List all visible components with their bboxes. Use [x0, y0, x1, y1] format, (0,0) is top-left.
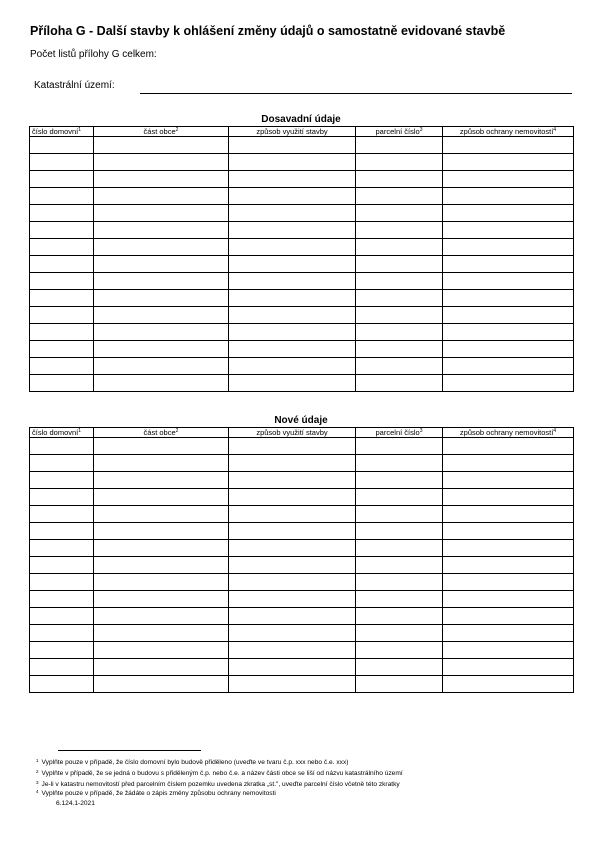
- table-cell[interactable]: [356, 574, 443, 591]
- table-cell[interactable]: [229, 358, 356, 375]
- table-cell[interactable]: [356, 557, 443, 574]
- table-row: [30, 324, 574, 341]
- table-cell[interactable]: [94, 472, 229, 489]
- table-cell[interactable]: [356, 438, 443, 455]
- table-cell[interactable]: [443, 523, 574, 540]
- table-cell[interactable]: [94, 455, 229, 472]
- table-cell[interactable]: [443, 455, 574, 472]
- column-header: parcelní číslo$^3$: [356, 127, 443, 137]
- table-cell[interactable]: [30, 358, 94, 375]
- table-cell[interactable]: [443, 290, 574, 307]
- column-header: číslo domovní$^1$: [30, 428, 94, 438]
- table-cell[interactable]: [30, 574, 94, 591]
- table-cell[interactable]: [356, 358, 443, 375]
- table-cell[interactable]: [30, 154, 94, 171]
- table-cell[interactable]: [30, 205, 94, 222]
- table-cell[interactable]: [443, 472, 574, 489]
- table-cell[interactable]: [30, 239, 94, 256]
- table-cell[interactable]: [356, 659, 443, 676]
- table-cell[interactable]: [94, 239, 229, 256]
- column-header: část obce$^2$: [94, 428, 229, 438]
- table-cell[interactable]: [443, 557, 574, 574]
- table-cell[interactable]: [94, 307, 229, 324]
- table-cell[interactable]: [30, 438, 94, 455]
- table-cell[interactable]: [94, 557, 229, 574]
- table-cell[interactable]: [229, 642, 356, 659]
- section-title-previous: Dosavadní údaje: [261, 114, 341, 125]
- footnote-4: $^4$ Vyplňte pouze v případě, že žádáte o zápis změny způsobu ochrany nemovitosti: [36, 789, 276, 797]
- table-cell[interactable]: [229, 608, 356, 625]
- page-title: Příloha G - Další stavby k ohlášení změny údajů o samostatně evidované stavbě: [30, 24, 506, 38]
- table-cell[interactable]: [356, 307, 443, 324]
- table-row: [30, 222, 574, 239]
- table-row: [30, 489, 574, 506]
- table-cell[interactable]: [229, 676, 356, 693]
- table-cell[interactable]: [356, 455, 443, 472]
- table-cell[interactable]: [443, 438, 574, 455]
- table-cell[interactable]: [443, 239, 574, 256]
- table-cell[interactable]: [443, 324, 574, 341]
- table-cell[interactable]: [94, 171, 229, 188]
- table-row: [30, 171, 574, 188]
- table-cell[interactable]: [94, 506, 229, 523]
- table-cell[interactable]: [30, 188, 94, 205]
- table-cell[interactable]: [443, 540, 574, 557]
- table-cell[interactable]: [356, 676, 443, 693]
- table-cell[interactable]: [94, 137, 229, 154]
- table-cell[interactable]: [443, 659, 574, 676]
- table-row: [30, 523, 574, 540]
- table-cell[interactable]: [356, 523, 443, 540]
- table-cell[interactable]: [94, 540, 229, 557]
- table-cell[interactable]: [30, 540, 94, 557]
- table-row: [30, 506, 574, 523]
- table-cell[interactable]: [229, 137, 356, 154]
- table-cell[interactable]: [356, 625, 443, 642]
- table-row: [30, 205, 574, 222]
- table-row: [30, 574, 574, 591]
- table-cell[interactable]: [443, 676, 574, 693]
- table-cell[interactable]: [356, 239, 443, 256]
- table-cell[interactable]: [229, 455, 356, 472]
- table-cell[interactable]: [94, 489, 229, 506]
- table-cell[interactable]: [443, 273, 574, 290]
- table-previous-data: [29, 126, 574, 392]
- table-cell[interactable]: [30, 324, 94, 341]
- table-cell[interactable]: [229, 256, 356, 273]
- table-row: [30, 438, 574, 455]
- table-cell[interactable]: [356, 205, 443, 222]
- table-cell[interactable]: [94, 290, 229, 307]
- table-row: [30, 188, 574, 205]
- table-cell[interactable]: [94, 608, 229, 625]
- table-cell[interactable]: [356, 642, 443, 659]
- table-cell[interactable]: [443, 358, 574, 375]
- table-cell[interactable]: [229, 574, 356, 591]
- column-header: číslo domovní$^1$: [30, 127, 94, 137]
- table-cell[interactable]: [94, 341, 229, 358]
- table-cell[interactable]: [356, 171, 443, 188]
- table-cell[interactable]: [94, 375, 229, 392]
- table-row: [30, 455, 574, 472]
- table-cell[interactable]: [229, 438, 356, 455]
- table-row: [30, 154, 574, 171]
- table-cell[interactable]: [30, 256, 94, 273]
- table-row: [30, 625, 574, 642]
- table-cell[interactable]: [94, 574, 229, 591]
- table-cell[interactable]: [229, 205, 356, 222]
- table-cell[interactable]: [443, 506, 574, 523]
- table-cell[interactable]: [30, 375, 94, 392]
- table-cell[interactable]: [30, 506, 94, 523]
- table-cell[interactable]: [229, 472, 356, 489]
- table-row: [30, 239, 574, 256]
- table-cell[interactable]: [30, 455, 94, 472]
- table-cell[interactable]: [229, 489, 356, 506]
- table-cell[interactable]: [443, 137, 574, 154]
- table-cell[interactable]: [94, 358, 229, 375]
- table-cell[interactable]: [356, 375, 443, 392]
- table-cell[interactable]: [30, 137, 94, 154]
- table-cell[interactable]: [30, 307, 94, 324]
- table-row: [30, 256, 574, 273]
- table-row: [30, 307, 574, 324]
- table-cell[interactable]: [356, 506, 443, 523]
- table-cell[interactable]: [94, 324, 229, 341]
- table-cell[interactable]: [229, 273, 356, 290]
- table-cell[interactable]: [443, 625, 574, 642]
- cadastral-label: Katastrální území:: [34, 80, 115, 91]
- table-row: [30, 608, 574, 625]
- table-cell[interactable]: [443, 205, 574, 222]
- table-cell[interactable]: [229, 154, 356, 171]
- table-cell[interactable]: [94, 659, 229, 676]
- table-cell[interactable]: [443, 591, 574, 608]
- table-cell[interactable]: [94, 205, 229, 222]
- table-cell[interactable]: [94, 154, 229, 171]
- table-cell[interactable]: [30, 591, 94, 608]
- table-row: [30, 557, 574, 574]
- table-row: [30, 290, 574, 307]
- table-cell[interactable]: [229, 523, 356, 540]
- table-row: [30, 375, 574, 392]
- table-header-row: [30, 428, 574, 438]
- table-cell[interactable]: [229, 341, 356, 358]
- table-cell[interactable]: [443, 341, 574, 358]
- table-cell[interactable]: [30, 273, 94, 290]
- table-cell[interactable]: [356, 273, 443, 290]
- table-cell[interactable]: [229, 591, 356, 608]
- table-cell[interactable]: [30, 625, 94, 642]
- table-cell[interactable]: [443, 171, 574, 188]
- table-cell[interactable]: [229, 290, 356, 307]
- footnote-2: $^2$ Vyplňte v případě, že se jedná o budovu s přiděleným č.p. nebo č.e. a název části obce se liší od názvu katastrálního území: [36, 769, 403, 777]
- table-cell[interactable]: [229, 375, 356, 392]
- table-cell[interactable]: [229, 557, 356, 574]
- footnote-1: $^1$ Vyplňte pouze v případě, že číslo domovní bylo budově přiděleno (uveďte ve tvaru č.p. xxx nebo č.e. xxx): [36, 758, 349, 766]
- table-cell[interactable]: [30, 472, 94, 489]
- table-cell[interactable]: [443, 154, 574, 171]
- table-cell[interactable]: [443, 188, 574, 205]
- footnotes: [36, 757, 403, 798]
- table-cell[interactable]: [94, 591, 229, 608]
- table-cell[interactable]: [94, 642, 229, 659]
- table-cell[interactable]: [229, 540, 356, 557]
- table-row: [30, 676, 574, 693]
- table-row: [30, 358, 574, 375]
- table-cell[interactable]: [30, 341, 94, 358]
- column-header: způsob ochrany nemovitostí$^4$: [443, 127, 574, 137]
- table-cell[interactable]: [229, 506, 356, 523]
- table-row: [30, 642, 574, 659]
- table-cell[interactable]: [229, 659, 356, 676]
- table-cell[interactable]: [356, 472, 443, 489]
- column-header: parcelní číslo$^3$: [356, 428, 443, 438]
- table-cell[interactable]: [30, 222, 94, 239]
- sheet-count-label: Počet listů přílohy G celkem:: [30, 49, 157, 60]
- table-cell[interactable]: [356, 290, 443, 307]
- table-row: [30, 591, 574, 608]
- table-cell[interactable]: [30, 676, 94, 693]
- column-header: část obce$^2$: [94, 127, 229, 137]
- table-cell[interactable]: [356, 341, 443, 358]
- footnote-3: $^3$ Je-li v katastru nemovitostí před parcelním číslem pozemku uvedena zkratka „st.", uveďte parcelní číslo včetně této zkratky: [36, 780, 400, 788]
- table-new-data: [29, 427, 574, 693]
- table-cell[interactable]: [356, 608, 443, 625]
- table-cell[interactable]: [229, 188, 356, 205]
- table-cell[interactable]: [443, 375, 574, 392]
- table-cell[interactable]: [30, 659, 94, 676]
- table-cell[interactable]: [443, 256, 574, 273]
- table-header-row: [30, 127, 574, 137]
- table-cell[interactable]: [30, 642, 94, 659]
- table-cell[interactable]: [356, 188, 443, 205]
- table-cell[interactable]: [356, 154, 443, 171]
- column-header: způsob ochrany nemovitostí$^4$: [443, 428, 574, 438]
- table-cell[interactable]: [443, 489, 574, 506]
- table-cell[interactable]: [30, 608, 94, 625]
- table-row: [30, 273, 574, 290]
- table-row: [30, 540, 574, 557]
- table-row: [30, 659, 574, 676]
- table-row: [30, 472, 574, 489]
- table-cell[interactable]: [229, 222, 356, 239]
- table-cell[interactable]: [443, 222, 574, 239]
- section-title-new: Nové údaje: [274, 415, 328, 426]
- table-cell[interactable]: [94, 222, 229, 239]
- table-cell[interactable]: [30, 557, 94, 574]
- table-cell[interactable]: [356, 324, 443, 341]
- table-cell[interactable]: [443, 574, 574, 591]
- table-cell[interactable]: [30, 489, 94, 506]
- table-cell[interactable]: [94, 676, 229, 693]
- cadastral-field[interactable]: [140, 93, 572, 94]
- document-code: 6.124.1-2021: [56, 800, 95, 807]
- table-cell[interactable]: [356, 540, 443, 557]
- table-cell[interactable]: [30, 523, 94, 540]
- table-cell[interactable]: [443, 642, 574, 659]
- table-row: [30, 137, 574, 154]
- table-cell[interactable]: [94, 438, 229, 455]
- table-cell[interactable]: [30, 290, 94, 307]
- table-cell[interactable]: [229, 239, 356, 256]
- table-row: [30, 341, 574, 358]
- table-cell[interactable]: [94, 625, 229, 642]
- table-cell[interactable]: [356, 222, 443, 239]
- column-header: způsob využití stavby: [229, 428, 356, 438]
- table-cell[interactable]: [229, 171, 356, 188]
- table-cell[interactable]: [356, 489, 443, 506]
- footnote-divider: [58, 750, 201, 751]
- table-cell[interactable]: [443, 608, 574, 625]
- table-cell[interactable]: [229, 307, 356, 324]
- table-cell[interactable]: [356, 256, 443, 273]
- table-cell[interactable]: [94, 256, 229, 273]
- table-cell[interactable]: [94, 188, 229, 205]
- table-cell[interactable]: [356, 137, 443, 154]
- table-cell[interactable]: [443, 307, 574, 324]
- table-cell[interactable]: [356, 591, 443, 608]
- column-header: způsob využití stavby: [229, 127, 356, 137]
- table-cell[interactable]: [94, 273, 229, 290]
- table-cell[interactable]: [94, 523, 229, 540]
- table-cell[interactable]: [229, 324, 356, 341]
- table-cell[interactable]: [30, 171, 94, 188]
- table-cell[interactable]: [229, 625, 356, 642]
